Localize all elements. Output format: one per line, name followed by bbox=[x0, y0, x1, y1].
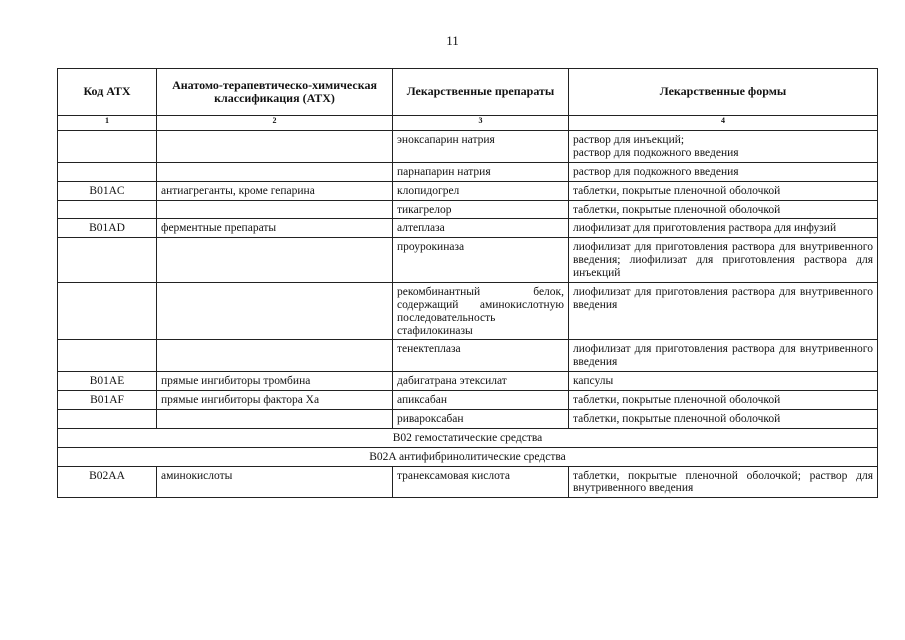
group-heading-b02a: B02A антифибринолитические средства bbox=[58, 447, 878, 466]
atx-code-cell bbox=[58, 282, 157, 340]
classification-cell bbox=[157, 340, 393, 372]
table-row bbox=[58, 162, 878, 181]
table-row bbox=[58, 200, 878, 219]
column-number: 3 bbox=[393, 116, 569, 131]
classification-cell bbox=[157, 282, 393, 340]
table-row bbox=[58, 131, 878, 163]
header-atx-classification: Анатомо-терапевтическо-химическая классификация (АТХ) bbox=[157, 69, 393, 116]
classification-cell bbox=[157, 131, 393, 163]
column-number: 2 bbox=[157, 116, 393, 131]
column-number: 4 bbox=[569, 116, 878, 131]
atx-code-cell: B01AE bbox=[58, 372, 157, 391]
forms-cell: лиофилизат для приготовления раствора для внутривенного введения bbox=[569, 340, 878, 372]
table-row bbox=[58, 372, 878, 391]
atx-code-cell bbox=[58, 131, 157, 163]
drug-cell: ривароксабан bbox=[393, 409, 569, 428]
forms-cell: таблетки, покрытые пленочной оболочкой bbox=[569, 200, 878, 219]
atx-code-cell bbox=[58, 409, 157, 428]
table-row bbox=[58, 466, 878, 498]
atx-code-cell bbox=[58, 200, 157, 219]
column-number: 1 bbox=[58, 116, 157, 131]
drug-cell: транексамовая кислота bbox=[393, 466, 569, 498]
drug-cell: дабигатрана этексилат bbox=[393, 372, 569, 391]
group-row bbox=[58, 428, 878, 447]
form-line: раствор для подкожного введения bbox=[573, 146, 739, 159]
classification-cell: аминокислоты bbox=[157, 466, 393, 498]
classification-cell bbox=[157, 162, 393, 181]
drug-cell: тикагрелор bbox=[393, 200, 569, 219]
forms-cell: раствор для подкожного введения bbox=[569, 162, 878, 181]
atx-table bbox=[57, 68, 878, 498]
classification-cell: прямые ингибиторы фактора Xa bbox=[157, 391, 393, 410]
forms-cell: лиофилизат для приготовления раствора для внутривенного введения; лиофилизат для приготовления раствора для инъекций bbox=[569, 238, 878, 283]
drug-cell: клопидогрел bbox=[393, 181, 569, 200]
classification-cell bbox=[157, 238, 393, 283]
forms-cell bbox=[569, 131, 878, 163]
forms-cell: таблетки, покрытые пленочной оболочкой; раствор для внутривенного введения bbox=[569, 466, 878, 498]
header-atx-code: Код АТХ bbox=[58, 69, 157, 116]
classification-cell bbox=[157, 200, 393, 219]
atx-code-cell bbox=[58, 340, 157, 372]
atx-code-cell bbox=[58, 238, 157, 283]
group-heading-b02: B02 гемостатические средства bbox=[58, 428, 878, 447]
drug-cell: парнапарин натрия bbox=[393, 162, 569, 181]
table-row bbox=[58, 340, 878, 372]
table-row bbox=[58, 282, 878, 340]
atx-code-cell: B02AA bbox=[58, 466, 157, 498]
page-number: 11 bbox=[446, 33, 459, 48]
classification-cell: антиагреганты, кроме гепарина bbox=[157, 181, 393, 200]
forms-cell: лиофилизат для приготовления раствора для внутривенного введения bbox=[569, 282, 878, 340]
group-row bbox=[58, 447, 878, 466]
table-row bbox=[58, 409, 878, 428]
drug-cell: тенектеплаза bbox=[393, 340, 569, 372]
atx-code-cell: B01AD bbox=[58, 219, 157, 238]
header-dosage-forms: Лекарственные формы bbox=[569, 69, 878, 116]
drug-cell: рекомбинантный белок, содержащий аминокислотную последовательность стафилокиназы bbox=[393, 282, 569, 340]
form-line: раствор для инъекций; bbox=[573, 134, 685, 146]
forms-cell: таблетки, покрытые пленочной оболочкой bbox=[569, 181, 878, 200]
forms-cell: капсулы bbox=[569, 372, 878, 391]
classification-cell bbox=[157, 409, 393, 428]
drug-cell: проурокиназа bbox=[393, 238, 569, 283]
header-drugs: Лекарственные препараты bbox=[393, 69, 569, 116]
drug-cell: алтеплаза bbox=[393, 219, 569, 238]
column-number-row bbox=[58, 116, 878, 131]
atx-code-cell: B01AC bbox=[58, 181, 157, 200]
classification-cell: ферментные препараты bbox=[157, 219, 393, 238]
header-row bbox=[58, 69, 878, 116]
table-row bbox=[58, 238, 878, 283]
table-row bbox=[58, 391, 878, 410]
table-row bbox=[58, 181, 878, 200]
forms-cell: таблетки, покрытые пленочной оболочкой bbox=[569, 409, 878, 428]
forms-cell: лиофилизат для приготовления раствора для инфузий bbox=[569, 219, 878, 238]
classification-cell: прямые ингибиторы тромбина bbox=[157, 372, 393, 391]
atx-code-cell: B01AF bbox=[58, 391, 157, 410]
drug-cell: апиксабан bbox=[393, 391, 569, 410]
table-row bbox=[58, 219, 878, 238]
forms-cell: таблетки, покрытые пленочной оболочкой bbox=[569, 391, 878, 410]
atx-code-cell bbox=[58, 162, 157, 181]
drug-cell: эноксапарин натрия bbox=[393, 131, 569, 163]
